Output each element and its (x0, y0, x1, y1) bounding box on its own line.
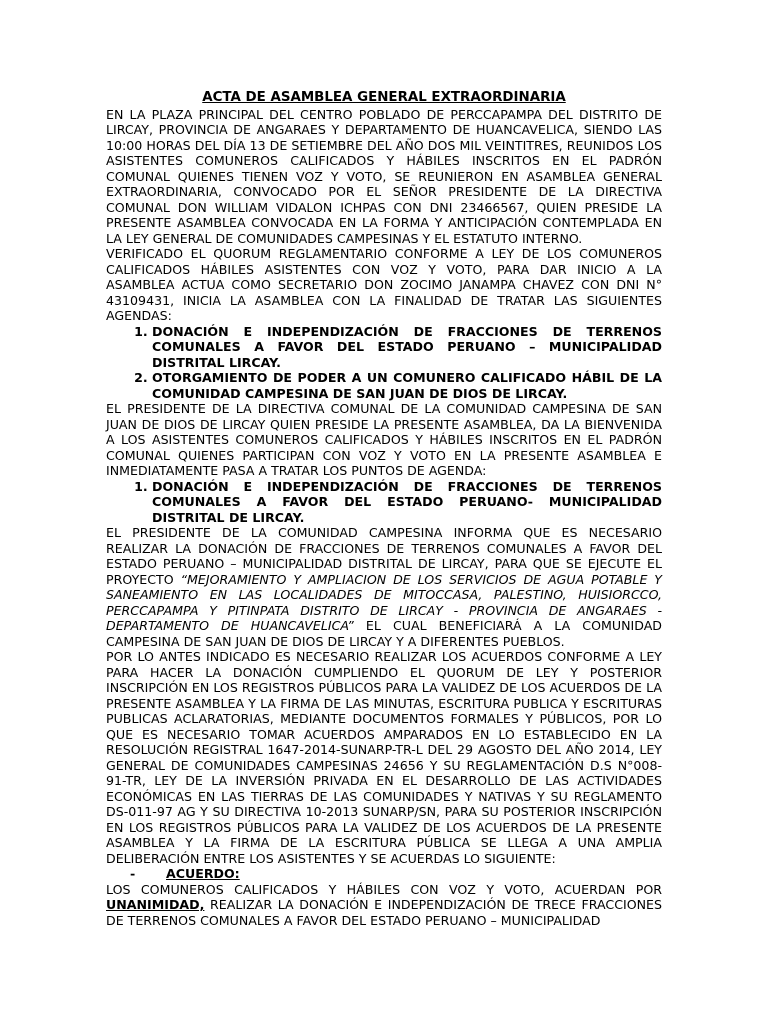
acuerdo-heading: ACUERDO: (166, 866, 240, 881)
document-page (106, 90, 662, 928)
agenda-list (106, 324, 662, 402)
legal-basis-paragraph: POR LO ANTES INDICADO ES NECESARIO REALIZAR LOS ACUERDOS CONFORME A LEY PARA HACER LA DONACIÓN CUMPLIENDO EL QUORUM DE LEY Y POSTERIOR INSCRIPCIÓN EN LOS REGISTROS PÚBLICOS PARA LA VALIDEZ DE LOS ACUERDOS DE LA PRESENTE ASAMBLEA Y LA FIRMA DE LAS MINUTAS, ESCRITURA PUBLICA Y ESCRITURAS PUBLICAS ACLARATORIAS, MEDIANTE DOCUMENTOS FORMALES Y PÚBLICOS, POR LO QUE ES NECESARIO TOMAR ACUERDOS AMPARADOS EN LO ESTABLECIDO EN LA RESOLUCIÓN REGISTRAL 1647-2014-SUNARP-TR-L DEL 29 AGOSTO DEL AÑO 2014, LEY GENERAL DE COMUNIDADES CAMPESINAS 24656 Y SU REGLAMENTACIÓN D.S N°008-91-TR, LEY DE LA INVERSIÓN PRIVADA EN EL DESARROLLO DE LAS ACTIVIDADES ECONÓMICAS EN LAS TIERRAS DE LAS COMUNIDADES Y NATIVAS Y SU REGLAMENTO DS-011-97 AG Y SU DIRECTIVA 10-2013 SUNARP/SN, PARA SU POSTERIOR INSCRIPCIÓN EN LOS REGISTROS PÚBLICOS PARA LA VALIDEZ DE LOS ACUERDOS DE LA PRESENTE ASAMBLEA Y LA FIRMA DE LA ESCRITURA PÚBLICA SE LLEGA A UNA AMPLIA DELIBERACIÓN ENTRE LOS ASISTENTES Y SE ACUERDAS LO SIGUIENTE: (106, 649, 662, 866)
acuerdo-text-b: REALIZAR LA DONACIÓN E INDEPENDIZACIÓN DE TRECE FRACCIONES DE TERRENOS COMUNALES A FAVOR DEL ESTADO PERUANO – MUNICIPALIDAD (106, 897, 662, 928)
project-name: “MEJORAMIENTO Y AMPLIACION DE LOS SERVICIOS DE AGUA POTABLE Y SANEAMIENTO EN LAS LOCALIDADES DE MITOCCASA, PALESTINO, HUISIORCCO, PERCCAPAMPA Y PITINPATA DISTRITO DE LIRCAY - PROVINCIA DE ANGARAES - DEPARTAMENTO DE HUANCAVELICA” (106, 571, 662, 633)
acuerdo-list (106, 866, 662, 882)
president-welcome-paragraph: EL PRESIDENTE DE LA DIRECTIVA COMUNAL DE LA COMUNIDAD CAMPESINA DE SAN JUAN DE DIOS DE LIRCAY QUIEN PRESIDE LA PRESENTE ASAMBLEA, DA LA BIENVENIDA A LOS ASISTENTES COMUNEROS CALIFICADOS Y HÁBILES INSCRITOS EN EL PADRÓN COMUNAL QUIENES PARTICIPAN CON VOZ Y VOTO EN LA PRESENTE ASAMBLEA E INMEDIATAMENTE PASA A TRATAR LOS PUNTOS DE AGENDA: (106, 401, 662, 478)
donation-paragraph (106, 525, 662, 649)
donation-text-a: EL PRESIDENTE DE LA COMUNIDAD CAMPESINA INFORMA QUE ES NECESARIO REALIZAR LA DONACIÓN DE FRACCIONES DE TERRENOS COMUNALES A FAVOR DEL ESTADO PERUANO – MUNICIPALIDAD DISTRITAL DE LIRCAY, PARA QUE SE EJECUTE EL PROYECTO (106, 525, 662, 587)
unanimidad-label: UNANIMIDAD, (106, 897, 205, 912)
acuerdo-paragraph (106, 882, 662, 929)
opening-paragraph: EN LA PLAZA PRINCIPAL DEL CENTRO POBLADO DE PERCCAPAMPA DEL DISTRITO DE LIRCAY, PROVINCIA DE ANGARAES Y DEPARTAMENTO DE HUANCAVELICA, SIENDO LAS 10:00 HORAS DEL DÍA 13 DE SETIEMBRE DEL AÑO DOS MIL VEINTITRES, REUNIDOS LOS ASISTENTES COMUNEROS CALIFICADOS Y HÁBILES INSCRITOS EN EL PADRÓN COMUNAL QUIENES TIENEN VOZ Y VOTO, SE REUNIERON EN ASAMBLEA GENERAL EXTRAORDINARIA, CONVOCADO POR EL SEÑOR PRESIDENTE DE LA DIRECTIVA COMUNAL DON WILLIAM VIDALON ICHPAS CON DNI 23466567, QUIEN PRESIDE LA PRESENTE ASAMBLEA CONVOCADA EN LA FORMA Y ANTICIPACIÓN CONTEMPLADA EN LA LEY GENERAL DE COMUNIDADES CAMPESINAS Y EL ESTATUTO INTERNO. (106, 106, 662, 246)
agenda-item-2: 2. OTORGAMIENTO DE PODER A UN COMUNERO CALIFICADO HÁBIL DE LA COMUNIDAD CAMPESINA DE SAN JUAN DE DIOS DE LIRCAY. (152, 370, 662, 401)
agenda-item-1: 1. DONACIÓN E INDEPENDIZACIÓN DE FRACCIONES DE TERRENOS COMUNALES A FAVOR DEL ESTADO PERUANO – MUNICIPALIDAD DISTRITAL LIRCAY. (152, 324, 662, 371)
donation-text-b: EL CUAL BENEFICIARÁ A LA COMUNIDAD CAMPESINA DE SAN JUAN DE DIOS DE LIRCAY Y A DIFERENTES PUEBLOS. (106, 618, 663, 649)
acuerdo-text-a: LOS COMUNEROS CALIFICADOS Y HÁBILES CON VOZ Y VOTO, ACUERDAN POR (106, 881, 662, 897)
document-title: ACTA DE ASAMBLEA GENERAL EXTRAORDINARIA (202, 90, 566, 105)
agenda-point-1: 1. DONACIÓN E INDEPENDIZACIÓN DE FRACCIONES DE TERRENOS COMUNALES A FAVOR DEL ESTADO PERUANO- MUNICIPALIDAD DISTRITAL DE LIRCAY. (152, 479, 662, 526)
agenda-point-list (106, 479, 662, 526)
acuerdo-item (166, 866, 662, 882)
quorum-paragraph: VERIFICADO EL QUORUM REGLAMENTARIO CONFORME A LEY DE LOS COMUNEROS CALIFICADOS HÁBILES ASISTENTES CON VOZ Y VOTO, PARA DAR INICIO A LA ASAMBLEA ACTUA COMO SECRETARIO DON ZOCIMO JANAMPA CHAVEZ CON DNI N° 43109431, INICIA LA ASAMBLEA CON LA FINALIDAD DE TRATAR LAS SIGUIENTES AGENDAS: (106, 246, 662, 323)
